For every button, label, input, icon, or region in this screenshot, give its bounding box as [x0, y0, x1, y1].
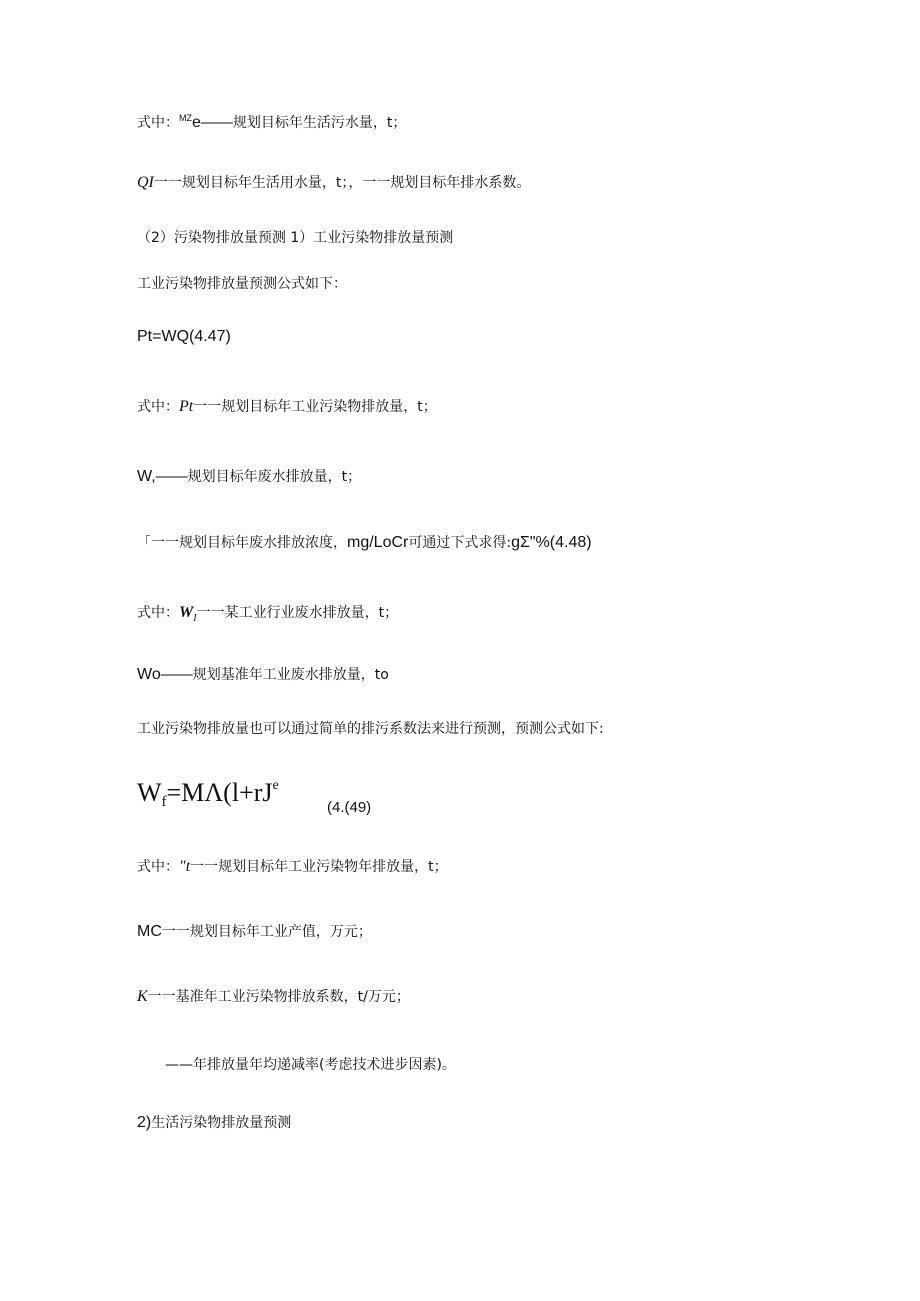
text-line-10 — [137, 665, 389, 685]
text-line-4 — [137, 274, 347, 294]
symbol-text: 2) — [137, 1114, 152, 1131]
text-segment: 工业污染物排放量预测公式如下： — [137, 276, 347, 292]
text-segment: 一一基准年工业污染物排放系数，t/万元； — [147, 989, 410, 1005]
text-line-2 — [137, 173, 530, 193]
symbol-subscript: I — [193, 613, 197, 624]
text-segment: 一一规划目标年生活用水量，t；，一一规划目标年排水系数。 — [153, 175, 531, 191]
text-segment: 生活污染物排放量预测 — [151, 1115, 292, 1131]
text-segment: 规划目标年生活污水量，t； — [232, 115, 407, 131]
symbol-text: MC — [137, 923, 162, 940]
text-line-14 — [137, 987, 410, 1007]
text-line-9 — [137, 603, 398, 629]
text-segment: ——年排放量年均递减率(考虑技术进步因素)。 — [165, 1057, 456, 1073]
symbol-text: W,—— — [137, 468, 188, 485]
symbol-superscript: MZ — [179, 113, 192, 123]
text-line-7 — [137, 467, 361, 487]
text-line-6 — [137, 397, 437, 417]
text-line-8 — [137, 533, 592, 553]
formula-text: gΣ"%(4.48) — [511, 534, 592, 551]
text-segment: 规划基准年工业废水排放量，to — [192, 667, 389, 683]
symbol-italic: K — [137, 988, 148, 1005]
text-line-1 — [137, 108, 406, 133]
text-line-13 — [137, 922, 372, 942]
text-segment: 式中： — [137, 859, 179, 875]
text-segment: 可通过下式求得: — [408, 535, 512, 551]
text-segment: （2）污染物排放量预测 1）工业污染物排放量预测 — [137, 230, 454, 246]
text-segment: 一一规划目标年工业污染物排放量，t； — [193, 399, 437, 415]
symbol-italic: "t — [179, 858, 191, 875]
text-segment: 规划目标年废水排放量，t； — [187, 469, 362, 485]
formula-rest: =MΛ(l+rJ — [166, 778, 273, 807]
formula-number: (4.(49) — [327, 799, 372, 816]
text-segment: 一一规划目标年工业污染物年排放量，t； — [190, 859, 448, 875]
section-heading — [137, 228, 453, 248]
symbol-italic: W — [179, 604, 194, 621]
formula-superscript: e — [272, 778, 279, 793]
text-line-11 — [137, 719, 604, 739]
formula-subscript: f — [161, 794, 167, 810]
formula-line-4-47 — [137, 327, 231, 347]
text-segment: 式中： — [137, 605, 179, 621]
formula-text: Pt=WQ(4.47) — [137, 328, 231, 345]
text-segment: 式中： — [137, 399, 179, 415]
section-heading-2 — [137, 1113, 291, 1133]
symbol-italic: Pt — [179, 398, 194, 415]
symbol-italic: QI — [137, 174, 154, 191]
text-segment: 一一规划目标年工业产值，万元； — [161, 924, 372, 940]
text-line-15 — [165, 1055, 456, 1075]
formula-main: W — [137, 778, 162, 807]
formula-4-49 — [137, 770, 279, 818]
text-segment: 「一一规划目标年废水排放浓度， — [137, 535, 347, 551]
text-segment: 式中： — [137, 115, 179, 131]
text-segment: 一一某工业行业废水排放量，t； — [196, 605, 399, 621]
symbol-text: e—— — [192, 114, 233, 131]
symbol-text: Wo—— — [137, 666, 193, 683]
text-line-12 — [137, 857, 448, 877]
text-segment: 工业污染物排放量也可以通过简单的排污系数法来进行预测，预测公式如下: — [137, 721, 604, 737]
unit-text: mg/LoCr — [347, 534, 409, 551]
